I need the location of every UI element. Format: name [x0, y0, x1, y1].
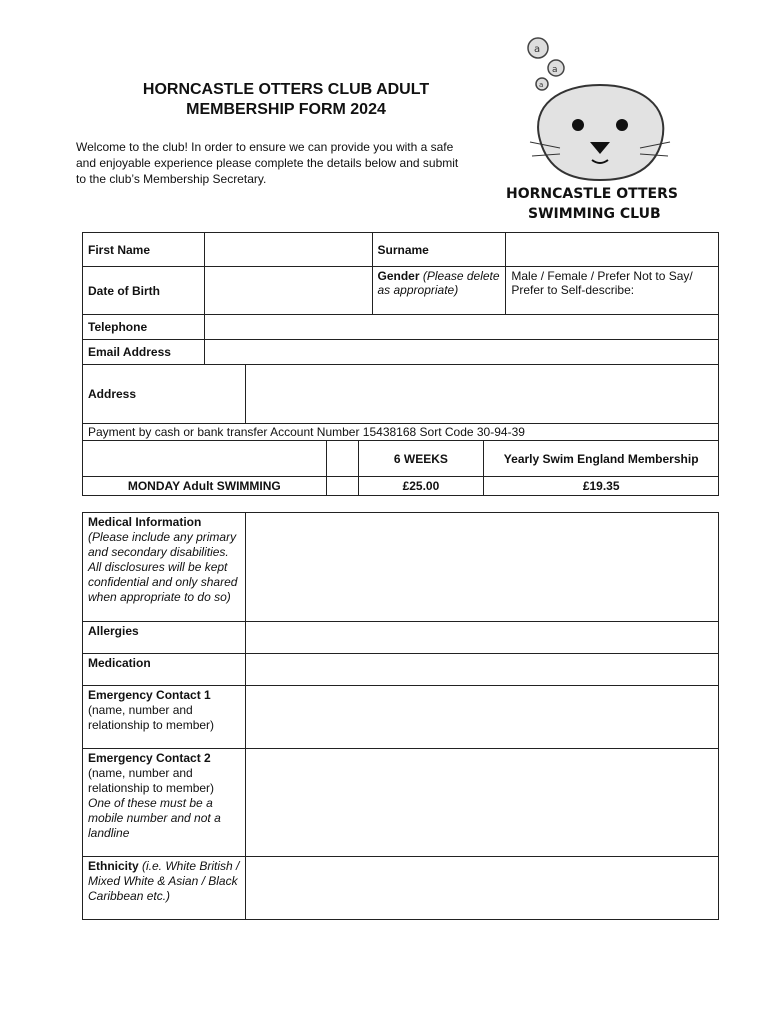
- blank-cell-2: [326, 441, 358, 477]
- personal-details-table: [82, 232, 719, 365]
- form-title: [76, 80, 496, 120]
- ethnicity-field[interactable]: [245, 857, 718, 920]
- blank-cell: [83, 441, 327, 477]
- ec1-label: [83, 686, 246, 749]
- ec1-note: (name, number and relationship to member): [88, 703, 215, 732]
- otter-logo: [500, 30, 700, 230]
- svg-text:a: a: [534, 44, 541, 55]
- ec1-field[interactable]: [245, 686, 718, 749]
- ec2-field[interactable]: [245, 749, 718, 857]
- gender-note: (Please delete as appropriate): [377, 269, 500, 297]
- ec2-italic: One of these must be a mobile number and not a landline: [88, 796, 221, 840]
- six-weeks-price: £25.00: [358, 477, 484, 496]
- medical-table: [82, 512, 719, 920]
- payment-table: [82, 423, 719, 496]
- gender-label: [372, 267, 506, 315]
- allergies-label: Allergies: [83, 622, 246, 654]
- medical-note: (Please include any primary and secondary disabilities. All disclosures will be kept confidential and only shared when appropriate to do so): [88, 530, 238, 604]
- ec2-note: (name, number and relationship to member): [88, 766, 215, 795]
- svg-text:a: a: [539, 81, 544, 89]
- address-field[interactable]: [245, 365, 718, 424]
- medical-label: [83, 513, 246, 622]
- allergies-field[interactable]: [245, 622, 718, 654]
- telephone-field[interactable]: [204, 315, 718, 340]
- ec2-label: [83, 749, 246, 857]
- medication-field[interactable]: [245, 654, 718, 686]
- surname-field[interactable]: [506, 233, 719, 267]
- intro-line-1: Welcome to the club! In order to ensure we can provide you with a safe: [76, 140, 454, 154]
- blank-cell-3: [326, 477, 358, 496]
- dob-label: Date of Birth: [83, 267, 205, 315]
- ec1-label-text: Emergency Contact 1: [88, 688, 211, 702]
- yearly-price: £19.35: [484, 477, 719, 496]
- address-label: Address: [83, 365, 246, 424]
- logo-text-2: SWIMMING CLUB: [528, 206, 661, 222]
- title-line-2: MEMBERSHIP FORM 2024: [186, 101, 386, 118]
- intro-text: [76, 139, 501, 187]
- first-name-label: First Name: [83, 233, 205, 267]
- surname-label: Surname: [372, 233, 506, 267]
- medication-label: Medication: [83, 654, 246, 686]
- address-table: [82, 364, 719, 424]
- gender-options[interactable]: Male / Female / Prefer Not to Say/ Prefer to Self-describe:: [506, 267, 719, 315]
- ec2-label-text: Emergency Contact 2: [88, 751, 211, 765]
- email-field[interactable]: [204, 340, 718, 365]
- intro-line-2: and enjoyable experience please complete the details below and submit: [76, 156, 459, 170]
- dob-field[interactable]: [204, 267, 372, 315]
- six-weeks-header: 6 WEEKS: [358, 441, 484, 477]
- yearly-header: Yearly Swim England Membership: [484, 441, 719, 477]
- telephone-label: Telephone: [83, 315, 205, 340]
- intro-line-3: to the club’s Membership Secretary.: [76, 172, 267, 186]
- payment-note: Payment by cash or bank transfer Account Number 15438168 Sort Code 30-94-39: [83, 424, 719, 441]
- svg-text:a: a: [552, 65, 558, 75]
- monday-swimming-label: MONDAY Adult SWIMMING: [83, 477, 327, 496]
- email-label: Email Address: [83, 340, 205, 365]
- ethnicity-label: [83, 857, 246, 920]
- medical-label-text: Medical Information: [88, 515, 202, 529]
- ethnicity-label-text: Ethnicity: [88, 859, 139, 873]
- logo-text-1: HORNCASTLE OTTERS: [506, 186, 678, 202]
- medical-field[interactable]: [245, 513, 718, 622]
- ethnicity-note: (i.e. White British / Mixed White & Asian / Black Caribbean etc.): [88, 859, 240, 903]
- gender-label-text: Gender: [377, 269, 420, 283]
- title-line-1: HORNCASTLE OTTERS CLUB ADULT: [142, 81, 430, 98]
- first-name-field[interactable]: [204, 233, 372, 267]
